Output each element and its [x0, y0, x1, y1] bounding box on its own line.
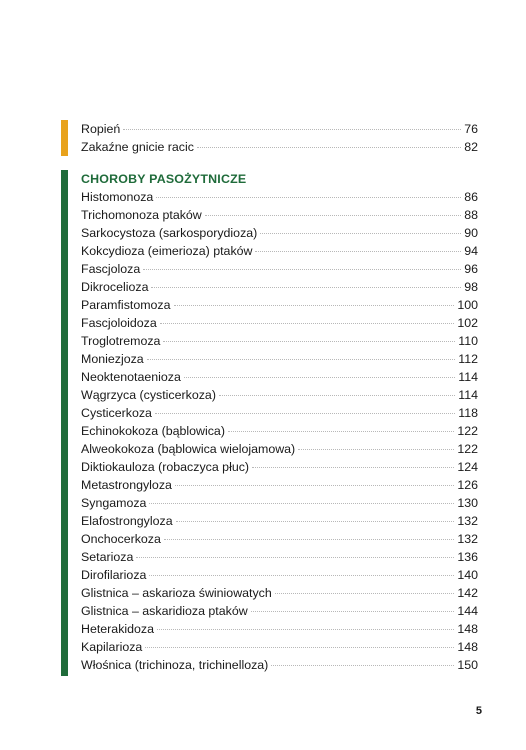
toc-entry [81, 350, 478, 368]
dot-leader [219, 395, 455, 396]
entry-title: Wągrzyca (cysticerkoza) [81, 388, 216, 402]
entry-title: Glistnica – askaridioza ptaków [81, 604, 248, 618]
entry-title: Fascjoloza [81, 262, 141, 276]
toc-entry [81, 120, 478, 138]
toc-entries [81, 170, 478, 674]
entry-page-number: 126 [457, 478, 478, 492]
toc-entry-list [81, 188, 478, 674]
entry-page-number: 90 [464, 226, 478, 240]
entry-title: Dirofilarioza [81, 568, 147, 582]
entry-page-number: 122 [457, 424, 478, 438]
dot-leader [149, 503, 454, 504]
entry-page-number: 144 [457, 604, 478, 618]
entry-title: Metastrongyloza [81, 478, 172, 492]
entry-title: Zakaźne gnicie racic [81, 140, 194, 154]
entry-page-number: 148 [457, 622, 478, 636]
dot-leader [151, 287, 461, 288]
entry-page-number: 94 [464, 244, 478, 258]
entry-title: Kokcydioza (eimerioza) ptaków [81, 244, 253, 258]
entry-page-number: 130 [457, 496, 478, 510]
toc-entry [81, 138, 478, 156]
toc-entry [81, 296, 478, 314]
entry-page-number: 142 [457, 586, 478, 600]
entry-page-number: 112 [458, 352, 478, 366]
entry-page-number: 82 [464, 140, 478, 154]
entry-page-number: 150 [457, 658, 478, 672]
dot-leader [123, 129, 461, 130]
entry-page-number: 122 [457, 442, 478, 456]
toc-entry [81, 512, 478, 530]
toc-entry [81, 476, 478, 494]
entry-title: Heterakidoza [81, 622, 155, 636]
entry-page-number: 114 [458, 370, 478, 384]
toc-entry [81, 314, 478, 332]
dot-leader [160, 323, 455, 324]
dot-leader [176, 521, 455, 522]
toc-entry [81, 458, 478, 476]
entry-page-number: 124 [457, 460, 478, 474]
entry-title: Moniezjoza [81, 352, 144, 366]
dot-leader [298, 449, 454, 450]
toc-entry [81, 278, 478, 296]
page-number: 5 [475, 705, 482, 717]
dot-leader [143, 269, 461, 270]
toc-entry [81, 206, 478, 224]
entry-title: Kapilarioza [81, 640, 143, 654]
entry-page-number: 76 [464, 122, 478, 136]
entry-title: Fascjoloidoza [81, 316, 157, 330]
dot-leader [260, 233, 461, 234]
dot-leader [164, 539, 454, 540]
section-bar-orange [61, 120, 68, 156]
dot-leader [147, 359, 456, 360]
toc-entry [81, 242, 478, 260]
toc-entry [81, 224, 478, 242]
dot-leader [184, 377, 455, 378]
entry-page-number: 140 [457, 568, 478, 582]
toc-entry [81, 548, 478, 566]
toc-entry [81, 332, 478, 350]
dot-leader [251, 611, 455, 612]
entry-page-number: 114 [458, 388, 478, 402]
entry-title: Elafostrongyloza [81, 514, 173, 528]
entry-title: Dikrocelioza [81, 280, 149, 294]
dot-leader [275, 593, 455, 594]
entry-page-number: 102 [457, 316, 478, 330]
dot-leader [145, 647, 454, 648]
toc-entry [81, 584, 478, 602]
entry-title: Syngamoza [81, 496, 147, 510]
entry-title: Diktiokauloza (robaczyca płuc) [81, 460, 250, 474]
entry-title: Paramfistomoza [81, 298, 171, 312]
toc-entry [81, 386, 478, 404]
entry-title: Włośnica (trichinoza, trichinelloza) [81, 658, 269, 672]
dot-leader [197, 147, 461, 148]
entry-page-number: 132 [457, 514, 478, 528]
entry-title: Histomonoza [81, 190, 154, 204]
toc-entry [81, 638, 478, 656]
dot-leader [157, 629, 454, 630]
entry-title: Cysticerkoza [81, 406, 152, 420]
entry-page-number: 136 [457, 550, 478, 564]
toc-entry [81, 656, 478, 674]
entry-page-number: 86 [464, 190, 478, 204]
entry-title: Alweokokoza (bąblowica wielojamowa) [81, 442, 296, 456]
entry-title: Setarioza [81, 550, 134, 564]
toc-entry [81, 602, 478, 620]
toc-entries [81, 120, 478, 156]
entry-title: Sarkocystoza (sarkosporydioza) [81, 226, 258, 240]
entry-page-number: 148 [457, 640, 478, 654]
toc-entry [81, 566, 478, 584]
toc-entry [81, 494, 478, 512]
entry-page-number: 132 [457, 532, 478, 546]
toc-section-parasitic [61, 170, 478, 676]
toc-entry [81, 422, 478, 440]
dot-leader [174, 305, 455, 306]
toc-entry [81, 260, 478, 278]
section-heading: CHOROBY PASOŻYTNICZE [81, 172, 247, 186]
entry-page-number: 88 [464, 208, 478, 222]
toc-entry [81, 368, 478, 386]
toc-entry [81, 530, 478, 548]
dot-leader [163, 341, 455, 342]
dot-leader [149, 575, 454, 576]
dot-leader [271, 665, 454, 666]
dot-leader [205, 215, 461, 216]
toc-section-bacterial-continued [61, 120, 478, 156]
dot-leader [175, 485, 454, 486]
dot-leader [252, 467, 454, 468]
toc-entry [81, 188, 478, 206]
dot-leader [228, 431, 454, 432]
dot-leader [156, 197, 461, 198]
entry-title: Onchocerkoza [81, 532, 161, 546]
toc-entry [81, 440, 478, 458]
toc-entry [81, 620, 478, 638]
entry-page-number: 98 [464, 280, 478, 294]
entry-page-number: 110 [458, 334, 478, 348]
entry-title: Trichomonoza ptaków [81, 208, 202, 222]
entry-page-number: 118 [458, 406, 478, 420]
section-bar-green [61, 170, 68, 676]
entry-page-number: 100 [457, 298, 478, 312]
entry-title: Echinokokoza (bąblowica) [81, 424, 225, 438]
dot-leader [255, 251, 461, 252]
toc-entry [81, 404, 478, 422]
entry-page-number: 96 [464, 262, 478, 276]
entry-title: Ropień [81, 122, 121, 136]
entry-title: Neoktenotaenioza [81, 370, 181, 384]
dot-leader [155, 413, 455, 414]
entry-title: Troglotremoza [81, 334, 161, 348]
entry-title: Glistnica – askarioza świniowatych [81, 586, 272, 600]
dot-leader [136, 557, 454, 558]
